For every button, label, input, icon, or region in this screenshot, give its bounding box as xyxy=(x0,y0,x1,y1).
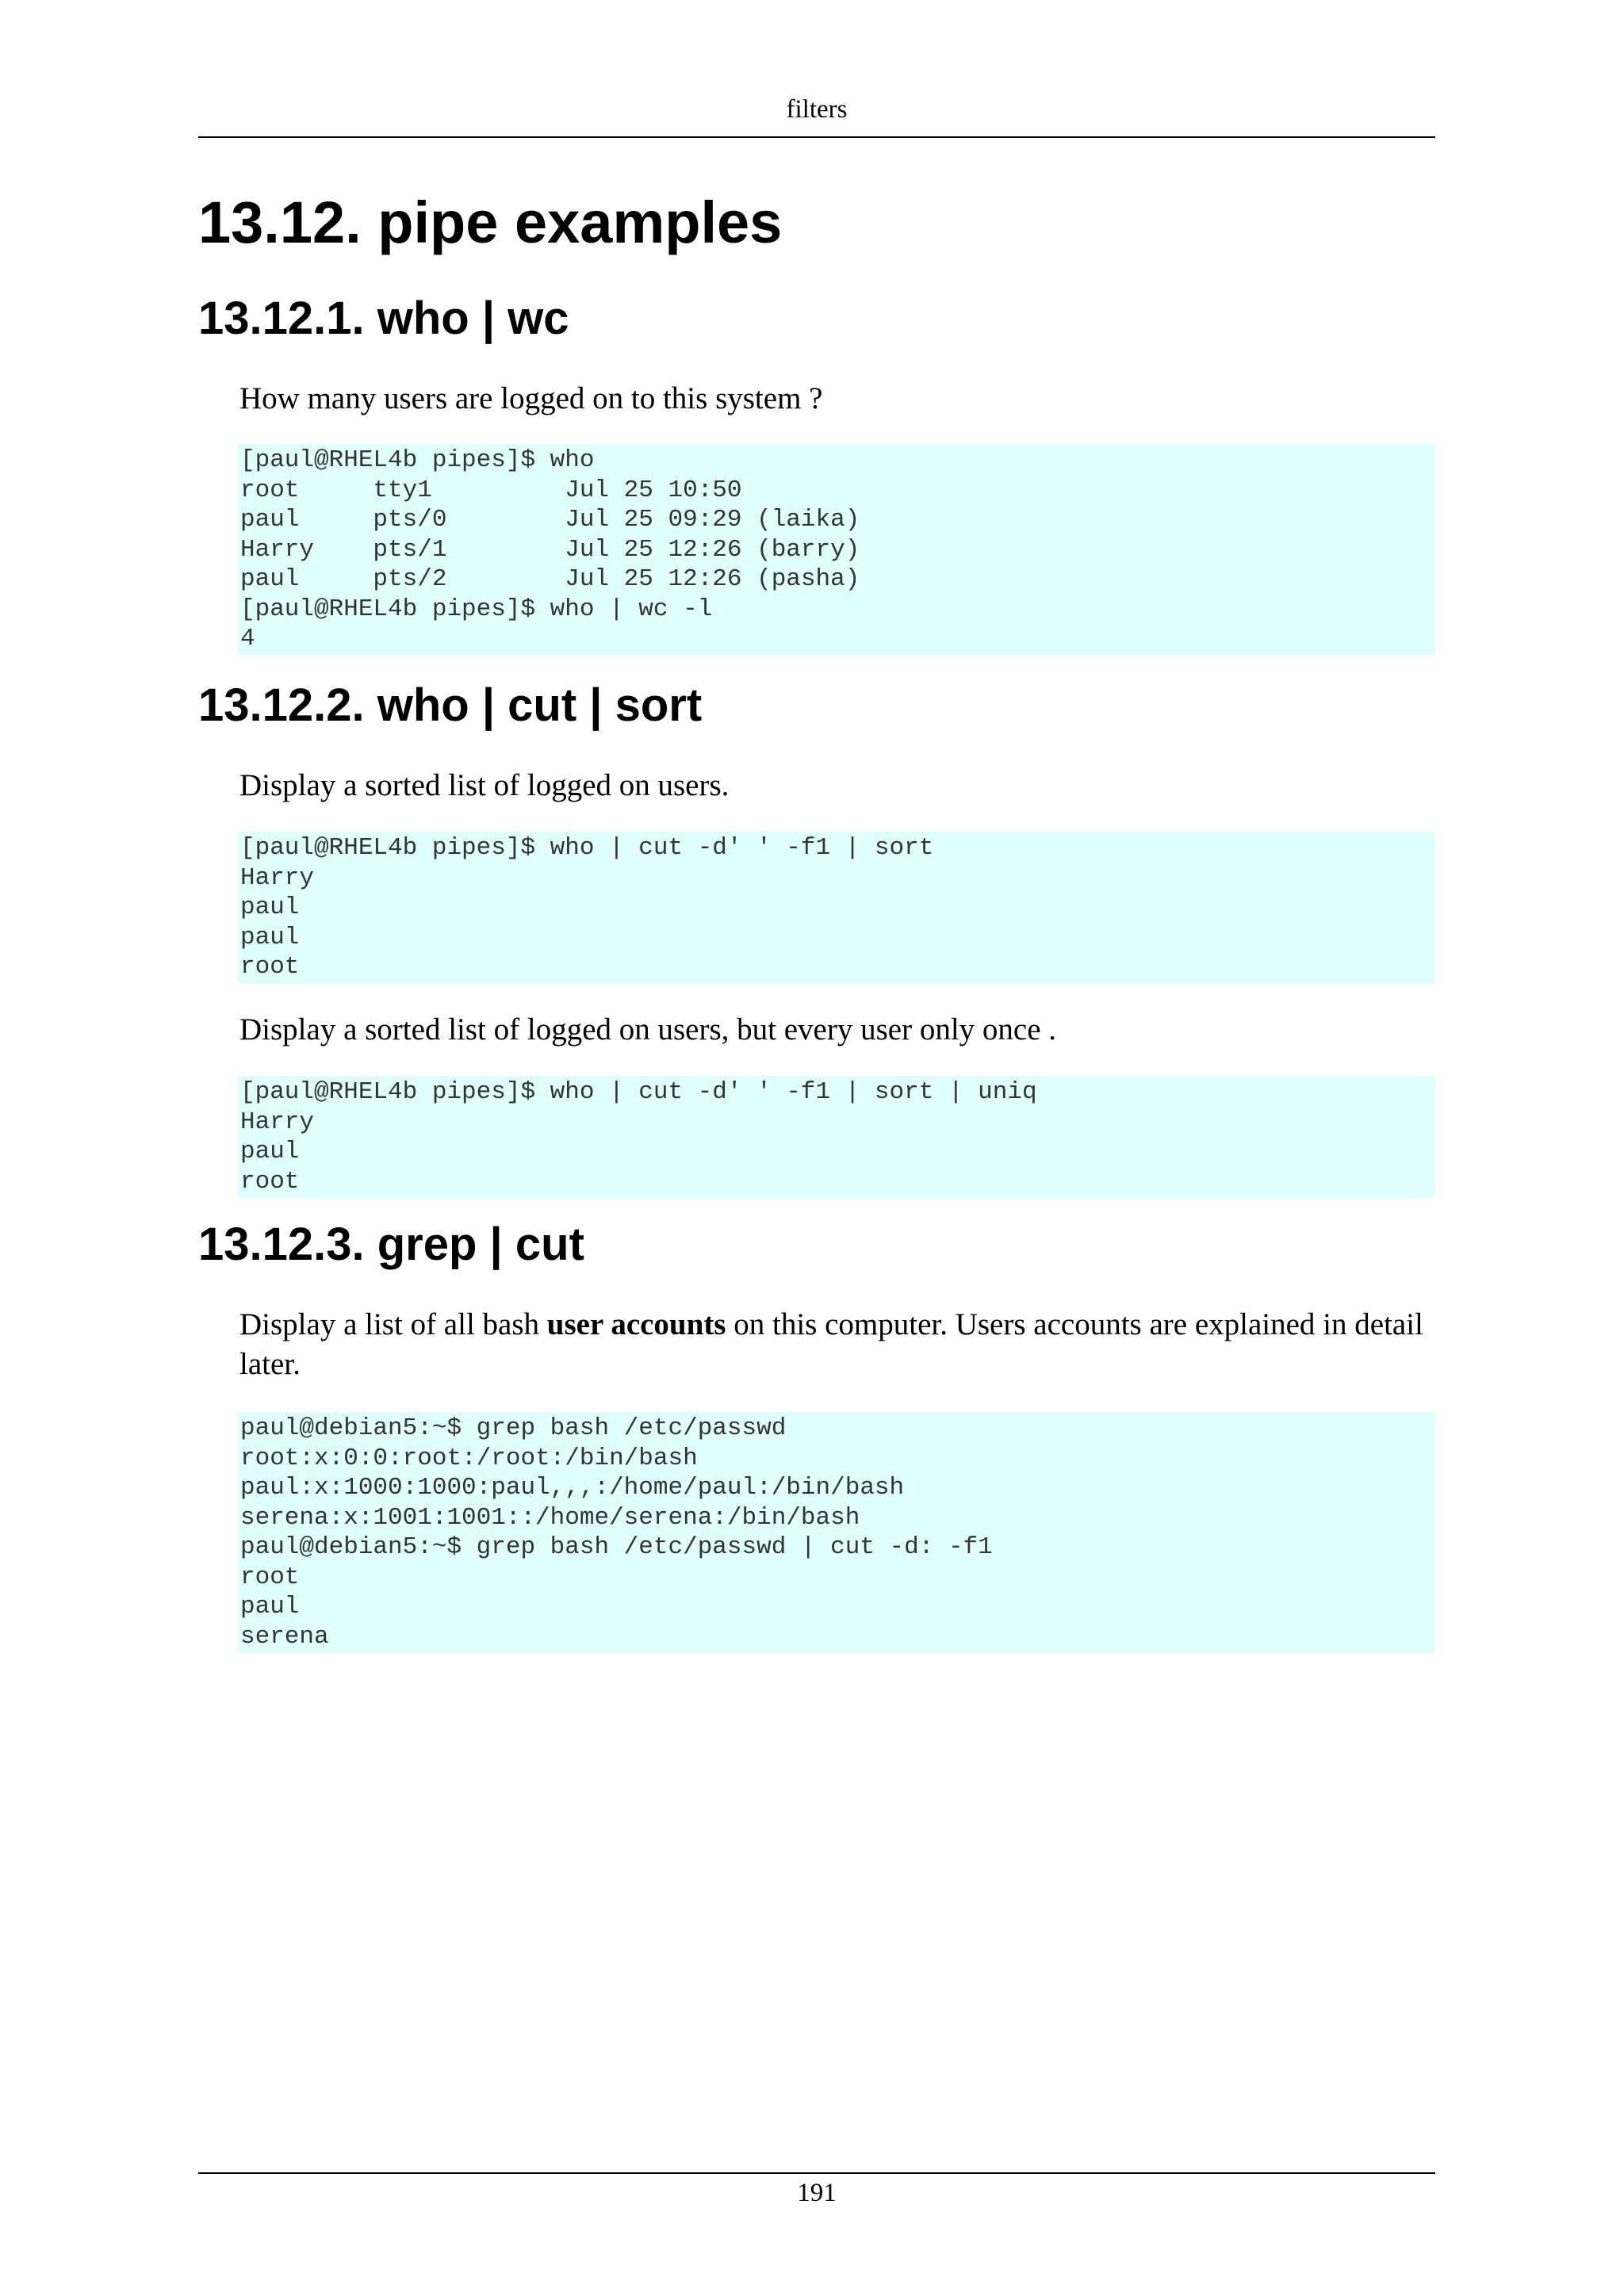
code-line: paul xyxy=(240,923,300,951)
code-line: paul pts/2 Jul 25 12:26 (pasha) xyxy=(240,565,860,593)
code-line: paul@debian5:~$ grep bash /etc/passwd xyxy=(240,1414,787,1442)
code-line: paul xyxy=(240,1593,300,1621)
code-line: paul pts/0 Jul 25 09:29 (laika) xyxy=(240,506,860,534)
code-line: 4 xyxy=(240,625,255,652)
code-line: serena:x:1001:1001::/home/serena:/bin/bash xyxy=(240,1503,860,1532)
running-header: filters xyxy=(786,95,848,124)
code-line: [paul@RHEL4b pipes]$ who | wc -l xyxy=(240,595,713,623)
paragraph-sorted-users: Display a sorted list of logged on users. xyxy=(239,768,730,802)
code-line: root tty1 Jul 25 10:50 xyxy=(240,476,742,504)
code-line: root:x:0:0:root:/root:/bin/bash xyxy=(240,1444,698,1472)
code-line: [paul@RHEL4b pipes]$ who | cut -d' ' -f1 | sort | uniq xyxy=(240,1078,1037,1106)
paragraph-text: on this computer. Users accounts are explained in detail later. xyxy=(239,1307,1423,1381)
code-line: paul xyxy=(240,894,300,921)
code-line: Harry xyxy=(240,863,315,892)
paragraph-sorted-unique-users: Display a sorted list of logged on users, but every user only once . xyxy=(239,1012,1057,1047)
code-line: Harry pts/1 Jul 25 12:26 (barry) xyxy=(240,535,860,564)
code-line: root xyxy=(240,1563,300,1591)
code-line: Harry xyxy=(240,1108,315,1136)
footer-rule xyxy=(198,2172,1435,2174)
subsection-title-grep-cut: 13.12.3. grep | cut xyxy=(198,1219,584,1270)
code-block-who-wc xyxy=(238,444,1435,656)
header-rule xyxy=(198,136,1435,138)
page-number: 191 xyxy=(797,2179,837,2207)
code-line: serena xyxy=(240,1622,329,1651)
code-line: paul:x:1000:1000:paul,,,:/home/paul:/bin/bash xyxy=(240,1474,905,1502)
section-title: 13.12. pipe examples xyxy=(198,189,783,255)
code-line: root xyxy=(240,1167,300,1196)
code-line: [paul@RHEL4b pipes]$ who xyxy=(240,446,595,474)
code-line: root xyxy=(240,953,300,981)
subsection-title-who-wc: 13.12.1. who | wc xyxy=(198,293,569,344)
paragraph-text: Display a list of all bash xyxy=(239,1307,547,1341)
code-block-who-cut-sort-uniq xyxy=(238,1076,1435,1198)
paragraph-bold-term: user accounts xyxy=(546,1307,726,1341)
code-line: [paul@RHEL4b pipes]$ who | cut -d' ' -f1 | sort xyxy=(240,834,934,862)
code-line: paul xyxy=(240,1138,300,1165)
code-line: paul@debian5:~$ grep bash /etc/passwd | cut -d: -f1 xyxy=(240,1533,993,1561)
paragraph-who-wc: How many users are logged on to this system ? xyxy=(239,381,823,415)
code-block-who-cut-sort xyxy=(238,832,1435,984)
document-page xyxy=(198,0,1435,2296)
code-block-grep-cut xyxy=(238,1412,1435,1653)
paragraph-bash-accounts xyxy=(239,1305,1435,1384)
subsection-title-who-cut-sort: 13.12.2. who | cut | sort xyxy=(198,679,703,731)
